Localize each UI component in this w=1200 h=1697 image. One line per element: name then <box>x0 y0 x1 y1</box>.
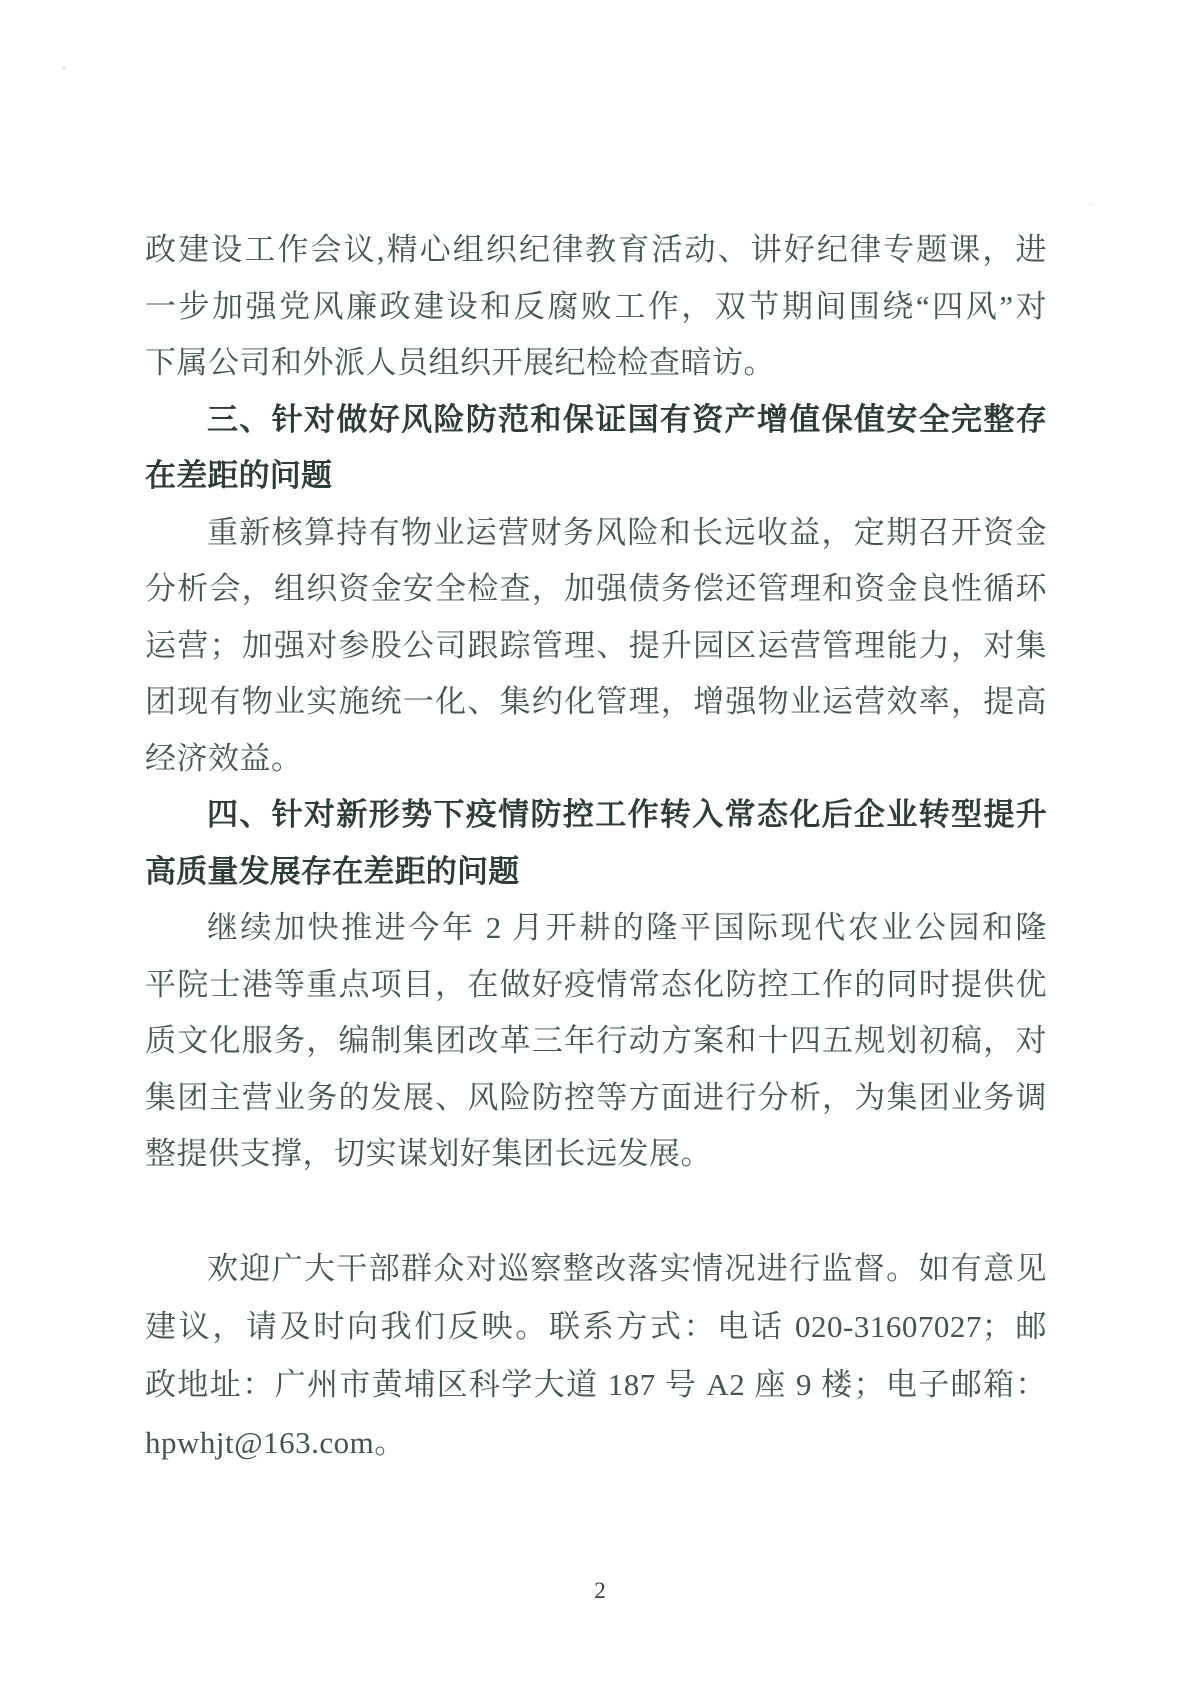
section-heading-line: 三、针对做好风险防范和保证国有资产增值保值安全完整存 <box>207 401 1047 437</box>
body-line: 平院士港等重点项目，在做好疫情常态化防控工作的同时提供优 <box>145 966 1047 1002</box>
body-line: 集团主营业务的发展、风险防控等方面进行分析，为集团业务调 <box>145 1079 1047 1115</box>
blank-line <box>145 1183 1047 1240</box>
contact-line: 政地址：广州市黄埔区科学大道 187 号 A2 座 9 楼；电子邮箱： <box>145 1366 1047 1402</box>
body-line: 质文化服务，编制集团改革三年行动方案和十四五规划初稿，对 <box>145 1023 1047 1058</box>
body-line: 下属公司和外派人员组织开展纪检检查暗访。 <box>145 345 775 380</box>
scan-speck <box>1088 203 1093 206</box>
section-heading-line: 在差距的问题 <box>145 458 333 493</box>
body-line: 政建设工作会议,精心组织纪律教育活动、讲好纪律专题课，进 <box>145 232 1047 267</box>
body-line: 整提供支撑，切实谋划好集团长远发展。 <box>145 1136 712 1171</box>
body-line: 运营；加强对参股公司跟踪管理、提升园区运营管理能力，对集 <box>145 627 1047 663</box>
page-number: 2 <box>594 1578 606 1603</box>
contact-block <box>145 1240 1047 1472</box>
contact-line: 欢迎广大干部群众对巡察整改落实情况进行监督。如有意见 <box>207 1250 1047 1286</box>
contact-line: 建议，请及时向我们反映。联系方式：电话 020-31607027；邮 <box>145 1308 1047 1344</box>
section-heading-line: 高质量发展存在差距的问题 <box>145 853 520 889</box>
text-column <box>145 222 1047 1472</box>
body-line: 重新核算持有物业运营财务风险和长远收益，定期召开资金 <box>207 514 1047 550</box>
contact-line: hpwhjt@163.com。 <box>145 1424 406 1460</box>
body-line: 一步加强党风廉政建设和反腐败工作，双节期间围绕“四风”对 <box>145 288 1047 324</box>
section-heading-line: 四、针对新形势下疫情防控工作转入常态化后企业转型提升 <box>207 797 1047 832</box>
body-line: 继续加快推进今年 2 月开耕的隆平国际现代农业公园和隆 <box>207 910 1047 945</box>
scan-speck <box>62 66 66 70</box>
body-line: 团现有物业实施统一化、集约化管理，增强物业运营效率，提高 <box>145 684 1047 719</box>
body-line: 经济效益。 <box>145 740 303 776</box>
body-line: 分析会，组织资金安全检查，加强债务偿还管理和资金良性循环 <box>145 571 1047 606</box>
